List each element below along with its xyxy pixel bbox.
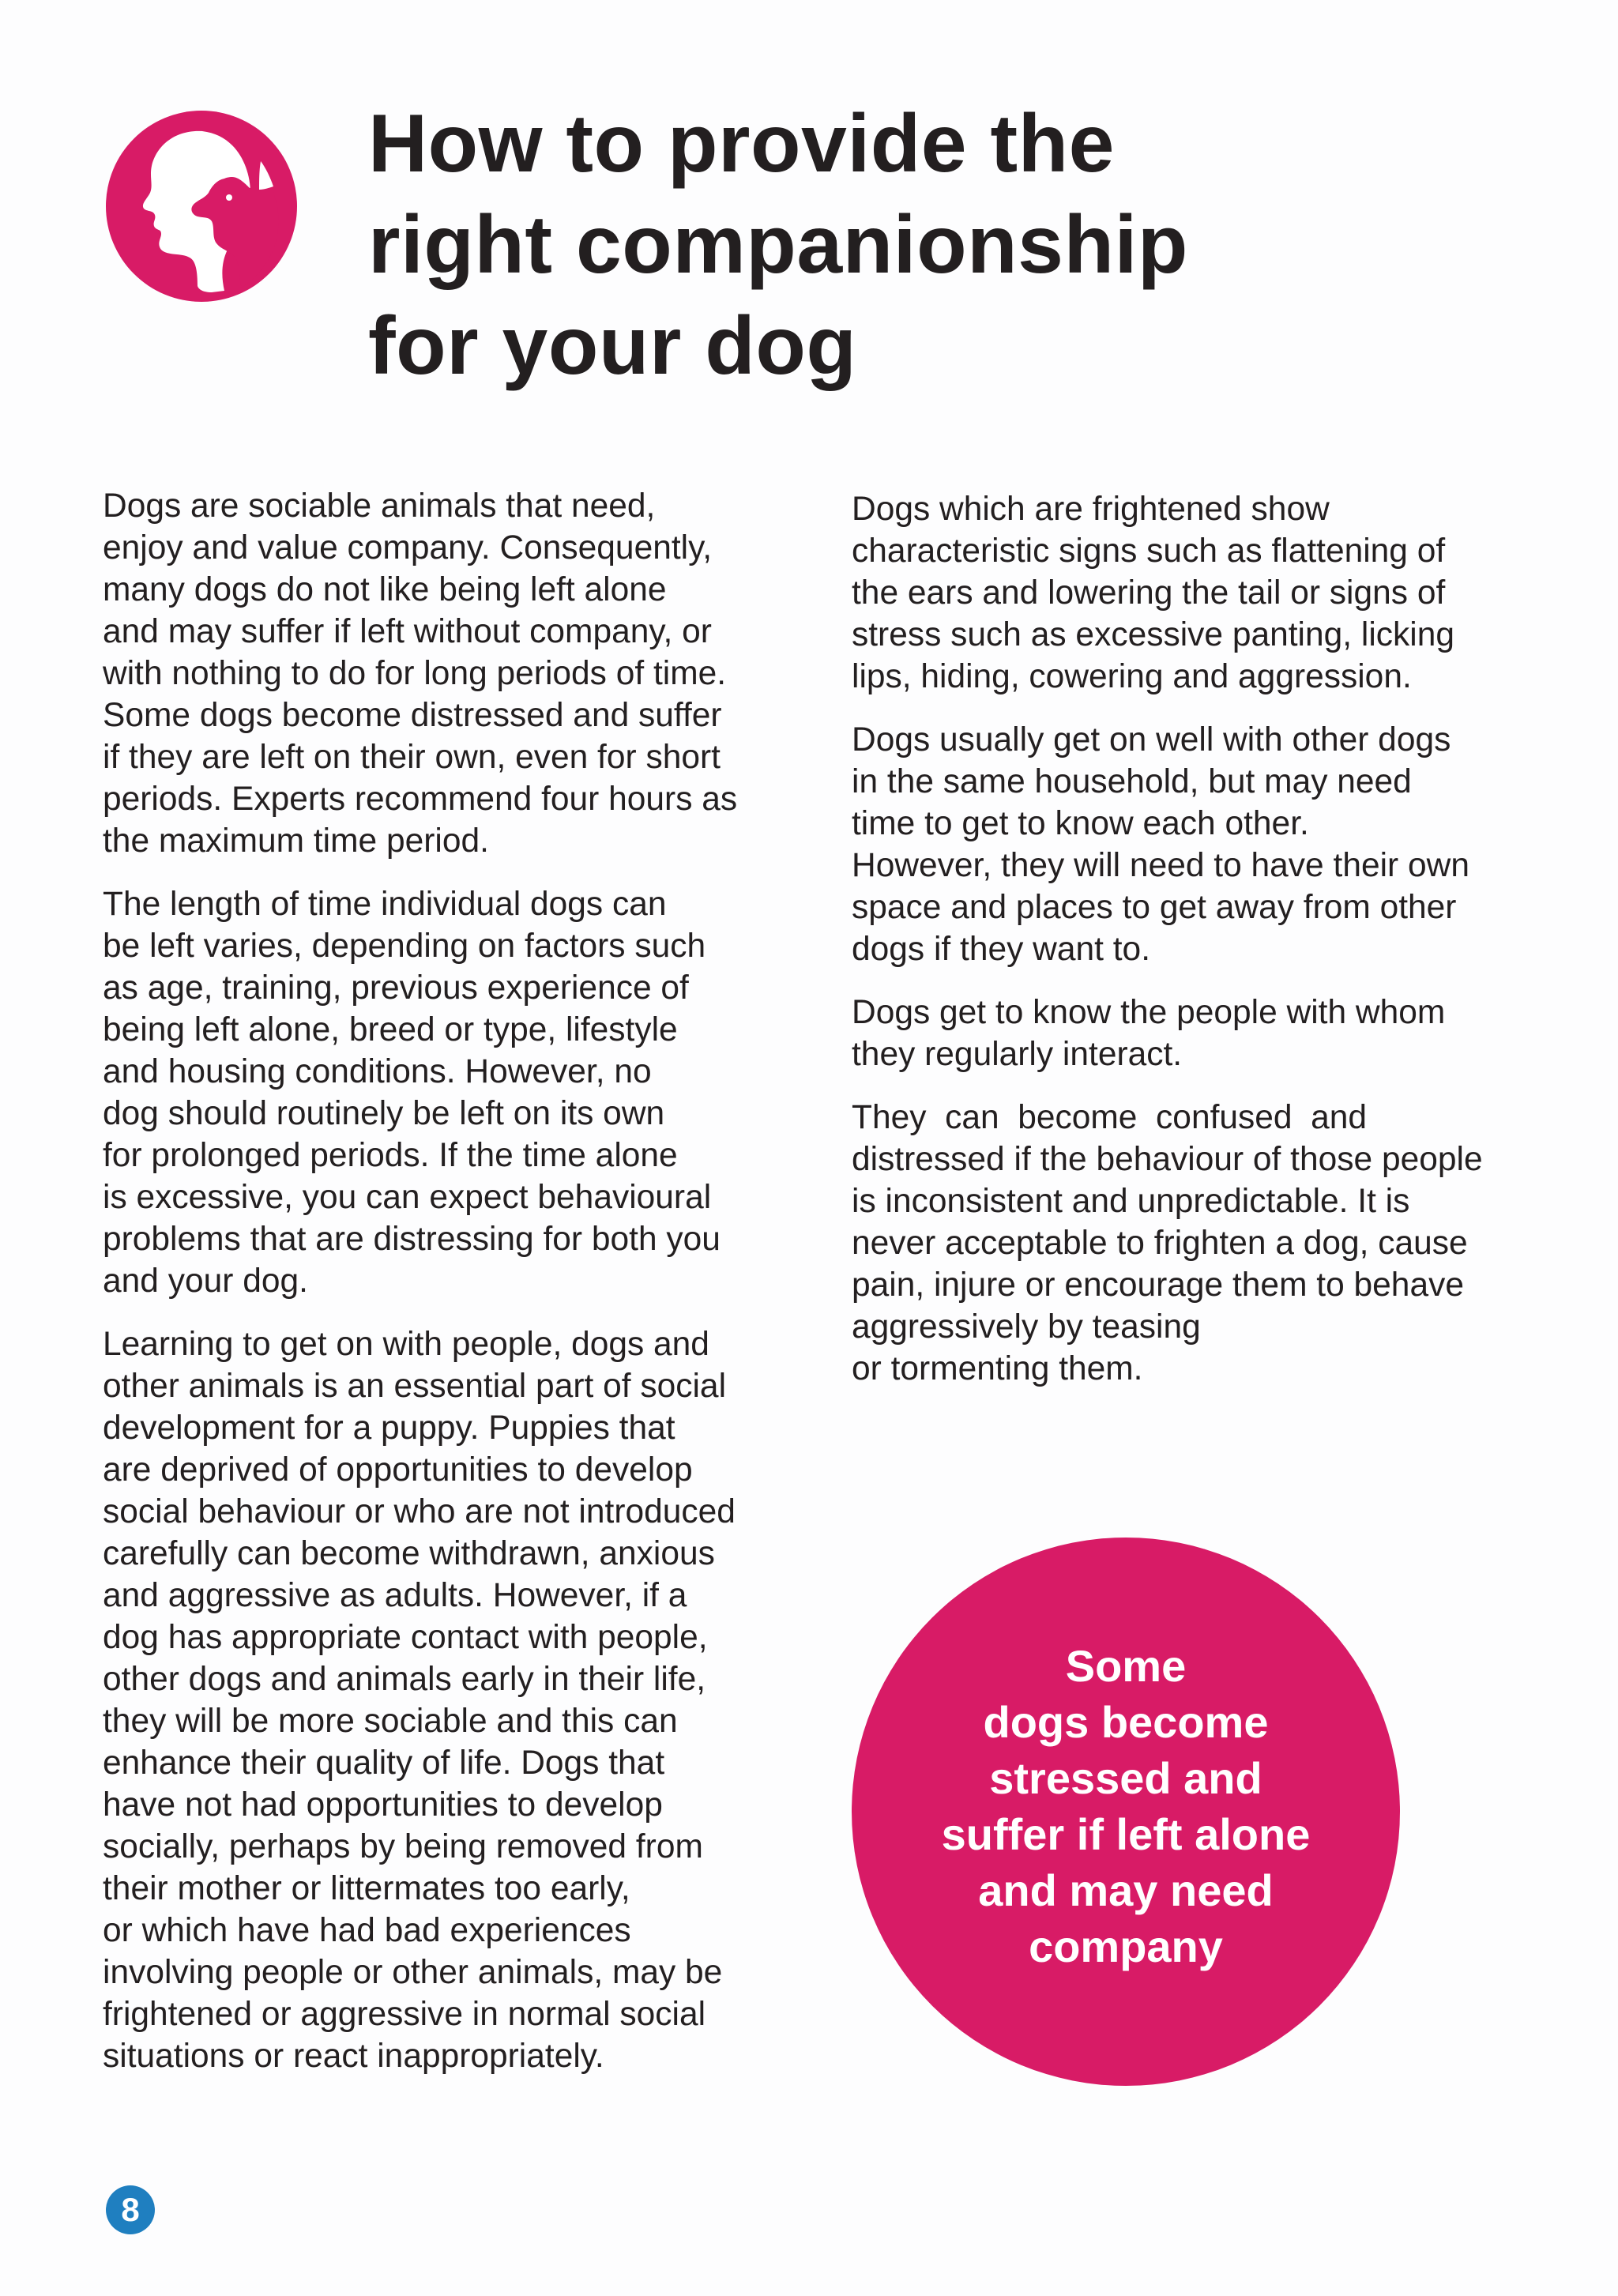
paragraph-alone-time: [103, 485, 798, 862]
text-line: they regularly interact.: [852, 1036, 1183, 1073]
text-line: frightened or aggressive in normal social: [103, 1996, 706, 2033]
text-line: if they are left on their own, even for short: [103, 739, 721, 776]
text-line: space and places to get away from other: [852, 889, 1457, 926]
title-line: for your dog: [368, 300, 857, 392]
paragraph-social-development: [103, 1323, 798, 2077]
text-line: situations or react inappropriately.: [103, 2038, 604, 2075]
text-line: dog should routinely be left on its own: [103, 1095, 665, 1132]
text-line: aggressively by teasing: [852, 1308, 1201, 1346]
text-line: is inconsistent and unpredictable. It is: [852, 1183, 1410, 1220]
text-line: or tormenting them.: [852, 1350, 1143, 1387]
text-line: never acceptable to frighten a dog, cause: [852, 1225, 1468, 1262]
text-line: Dogs which are frightened show: [852, 491, 1330, 528]
text-line: their mother or littermates too early,: [103, 1870, 630, 1907]
callout-line: Some: [1065, 1641, 1187, 1691]
text-line: or which have had bad experiences: [103, 1912, 631, 1949]
logo: [106, 111, 297, 302]
text-line: in the same household, but may need: [852, 763, 1412, 800]
text-line: involving people or other animals, may be: [103, 1954, 723, 1991]
text-line: social behaviour or who are not introduced: [103, 1493, 736, 1530]
text-line: with nothing to do for long periods of time.: [103, 655, 727, 692]
text-line: However, they will need to have their own: [852, 847, 1469, 884]
paragraph-know-people: [852, 992, 1547, 1075]
callout-line: dogs become: [983, 1697, 1269, 1747]
text-line: pain, injure or encourage them to behave: [852, 1267, 1464, 1304]
text-line: enhance their quality of life. Dogs that: [103, 1745, 665, 1782]
title-line: right companionship: [368, 199, 1188, 291]
text-line: periods. Experts recommend four hours as: [103, 781, 738, 818]
text-line: other animals is an essential part of social: [103, 1368, 727, 1405]
text-line: many dogs do not like being left alone: [103, 571, 667, 608]
right-column: [852, 488, 1547, 1411]
text-line: and may suffer if left without company, or: [103, 613, 712, 650]
text-line: The length of time individual dogs can: [103, 886, 667, 923]
paragraph-time-left: [103, 883, 798, 1302]
text-line: problems that are distressing for both you: [103, 1221, 721, 1258]
text-line: and housing conditions. However, no: [103, 1053, 652, 1090]
left-column: [103, 485, 798, 2098]
paragraph-other-dogs: [852, 719, 1547, 970]
text-line: carefully can become withdrawn, anxious: [103, 1535, 715, 1572]
text-line: other dogs and animals early in their life,: [103, 1661, 706, 1698]
text-line: being left alone, breed or type, lifestyle: [103, 1011, 678, 1048]
text-line: stress such as excessive panting, licking: [852, 616, 1454, 653]
text-line: are deprived of opportunities to develop: [103, 1451, 693, 1489]
title-line: How to provide the: [368, 98, 1115, 190]
text-line: They can become confused and: [852, 1099, 1368, 1136]
text-line: have not had opportunities to develop: [103, 1786, 663, 1824]
text-line: socially, perhaps by being removed from: [103, 1828, 703, 1865]
callout-text: [942, 1638, 1311, 1974]
text-line: the maximum time period.: [103, 822, 489, 860]
page-number-badge: 8: [106, 2185, 155, 2234]
text-line: they will be more sociable and this can: [103, 1703, 678, 1740]
text-line: characteristic signs such as flattening of: [852, 533, 1446, 570]
text-line: Learning to get on with people, dogs and: [103, 1326, 709, 1363]
text-line: distressed if the behaviour of those people: [852, 1141, 1483, 1178]
text-line: as age, training, previous experience of: [103, 969, 689, 1007]
callout-line: and may need: [978, 1865, 1274, 1915]
callout-line: stressed and: [989, 1753, 1262, 1803]
text-line: and aggressive as adults. However, if a: [103, 1577, 687, 1614]
callout-line: suffer if left alone: [941, 1809, 1311, 1859]
text-line: is excessive, you can expect behavioural: [103, 1179, 712, 1216]
text-line: the ears and lowering the tail or signs of: [852, 574, 1446, 612]
text-line: Dogs are sociable animals that need,: [103, 487, 656, 525]
text-line: dog has appropriate contact with people,: [103, 1619, 708, 1656]
text-line: Dogs usually get on well with other dogs: [852, 721, 1451, 758]
paragraph-frightened-signs: [852, 488, 1547, 698]
text-line: time to get to know each other.: [852, 805, 1309, 842]
text-line: Some dogs become distressed and suffer: [103, 697, 722, 734]
text-line: be left varies, depending on factors such: [103, 928, 706, 965]
text-line: for prolonged periods. If the time alone: [103, 1137, 678, 1174]
callout-line: company: [1029, 1921, 1223, 1971]
text-line: enjoy and value company. Consequently,: [103, 529, 712, 566]
text-line: development for a puppy. Puppies that: [103, 1410, 675, 1447]
paragraph-confused: [852, 1097, 1547, 1390]
text-line: Dogs get to know the people with whom: [852, 994, 1446, 1031]
text-line: and your dog.: [103, 1263, 308, 1300]
callout-circle: [852, 1538, 1400, 2086]
person-and-dog-profile-icon: [106, 111, 297, 302]
page-title: [368, 93, 1537, 397]
text-line: dogs if they want to.: [852, 931, 1150, 968]
text-line: lips, hiding, cowering and aggression.: [852, 658, 1412, 695]
